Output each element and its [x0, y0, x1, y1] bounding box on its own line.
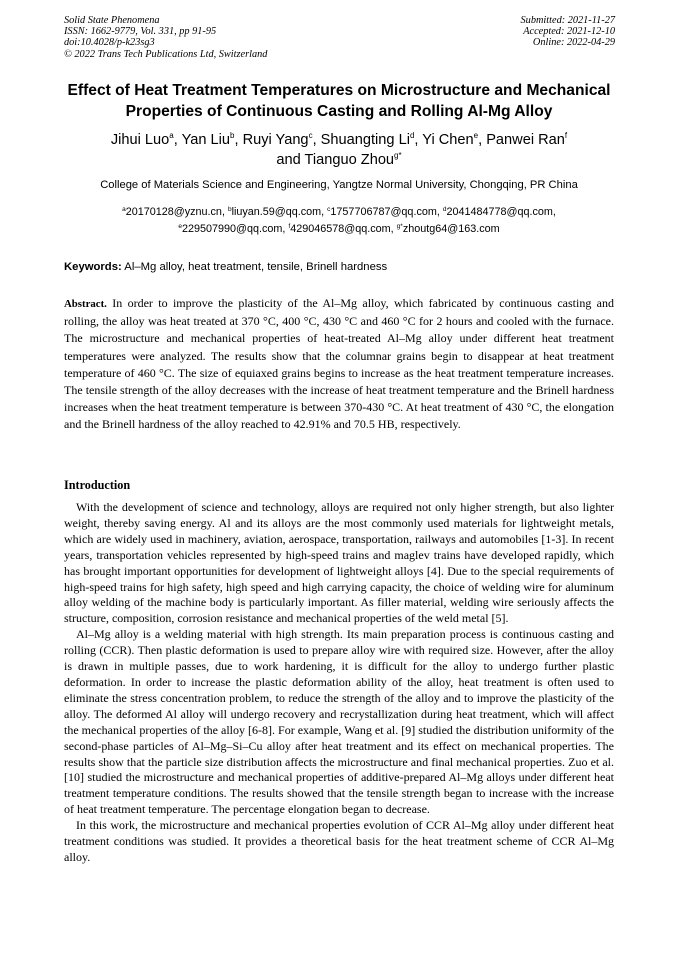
author-sup: f: [564, 131, 568, 140]
author-name: Shuangting Li: [320, 132, 410, 148]
email-sup: c: [327, 206, 331, 213]
affiliation: College of Materials Science and Engineering, Yangtze Normal University, Chongqing, PR China: [100, 179, 578, 191]
author-name: Tianguo Zhou: [304, 152, 395, 168]
keywords-text: Al–Mg alloy, heat treatment, tensile, Brinell hardness: [124, 261, 388, 273]
online-date: Online: 2022-04-29: [532, 37, 615, 49]
author-name: Jihui Luo: [110, 132, 170, 148]
journal-header-left: [64, 15, 267, 60]
email-address: 429046578@qq.com: [290, 222, 391, 235]
keywords: [64, 260, 616, 274]
email-sup: f: [288, 222, 291, 230]
submitted-date: Submitted: 2021-11-27: [520, 15, 615, 26]
email-sup: a: [122, 206, 126, 213]
author-name: Yan Liu: [181, 132, 230, 148]
author-name: Ruyi Yang: [242, 132, 309, 148]
email-address: 1757706787@qq.com: [330, 206, 437, 218]
author-sup: d: [409, 131, 415, 140]
author-sup: c: [308, 131, 313, 140]
author-sup: e: [473, 131, 479, 140]
intro-paragraph: Al–Mg alloy is a welding material with high strength. Its main preparation process is continuous casting and rolling (CCR). Then plastic deformation is used to prepare alloy wire with required size. However, after the alloy is drawn in multiple passes, due to work hardening, it is difficult for the alloy to undergo further plastic deformation. In order to increase the plastic deformation ability of the alloy, heat treatment is often used to eliminate the stress concentration problem, to reduce the strength of the alloy and to improve the plasticity of the alloy. The deformed Al alloy will undergo recovery and recrystallization during heat treatment, which will affect the mechanical properties of the alloy [6-8]. For example, Wang et al. [9] studied the distribution uniformity of the second-phase particles of Al–Mg–Si–Cu alloy after heat treatment and its effect on mechanical properties. The results show that the particle size distribution affects the microstructure and final mechanical properties. Zuo et al. [10] studied the microstructure and mechanical properties of additive-prepared Al–Mg alloys under different heat treatment temperature conditions. The results showed that the tensile strength began to increase with the increase of heat treatment temperature. The percentage elongation began to decrease.: [64, 627, 614, 817]
email-address: zhoutg64@163.com: [402, 222, 500, 235]
author-sup: a: [169, 131, 174, 140]
email-sup: b: [227, 206, 232, 213]
author-sup: g*: [394, 151, 402, 160]
introduction-body: [64, 500, 614, 866]
journal-header-right: [521, 15, 615, 49]
email-address: 20170128@yznu.cn: [125, 206, 222, 218]
email-address: liuyan.59@qq.com: [231, 206, 322, 218]
author-list: Jihui Luo$^a$, Yan Liu$^b$, Ruyi Yang$^c$, Shuangting Li$^d$, Yi Chen$^e$, Panwei Ran$^f$ and Tianguo Zhou$^{g*}$: [110, 131, 568, 168]
keywords-label: Keywords:: [64, 261, 122, 273]
author-connector: and: [276, 152, 301, 168]
introduction-heading: Introduction: [64, 478, 131, 492]
accepted-date: Accepted: 2021-12-10: [523, 26, 615, 38]
email-address: 229507990@qq.com: [182, 222, 283, 235]
email-sup: e: [178, 222, 182, 230]
email-list: $^a$20170128@yznu.cn, $^b$liuyan.59@qq.com, $^c$1757706787@qq.com, $^d$2041484778@qq.com, $^e$229507990@qq.com, $^f$429046578@qq.com, $^{g*}$zhoutg64@163.com: [122, 206, 556, 235]
paper-title: Effect of Heat Treatment Temperatures on Microstructure and Mechanical Properties of Continuous Casting and Rolling Al-Mg Alloy: [67, 82, 611, 120]
author-sup: b: [230, 131, 235, 140]
email-sup: d: [442, 206, 447, 213]
email-sup: g*: [396, 222, 403, 230]
intro-paragraph: In this work, the microstructure and mechanical properties evolution of CCR Al–Mg alloy under different heat treatment conditions was studied. It provides a theoretical basis for the heat treatment scheme of CCR Al–Mg alloy.: [64, 818, 614, 864]
author-name: Panwei Ran: [486, 132, 565, 148]
intro-paragraph: With the development of science and technology, alloys are required not only higher strength, but also lighter weight, thereby saving energy. Al and its alloys are the most commonly used materials for lightweight metals, which are widely used in machinery, aviation, aerospace, transportation, railways and automobiles [1-3]. In recent years, transportation vehicles represented by high-speed trains and maglev trains have developed rapidly, which has brought important opportunities for development of lightweight alloys [4]. Due to the special requirements of high-speed trains for high safety, high speed and high carrying capacity, the choice of welding wire for aluminum alloy welding of the machine body is particularly important. As filler material, welding wire seriously affects the structure, composition, corrosion resistance and mechanical properties of the weld metal [5].: [64, 500, 614, 626]
journal-issn: ISSN: 1662-9779, Vol. 331, pp 91-95: [64, 26, 217, 38]
journal-name: Solid State Phenomena: [64, 15, 160, 26]
abstract-label: Abstract.: [64, 298, 107, 310]
journal-copyright: © 2022 Trans Tech Publications Ltd, Switzerland: [64, 48, 268, 60]
email-address: 2041484778@qq.com: [446, 206, 553, 218]
journal-doi: doi:10.4028/p-k23sg3: [64, 37, 155, 49]
abstract: [64, 295, 614, 434]
author-name: Yi Chen: [422, 132, 474, 148]
abstract-text: In order to improve the plasticity of the Al–Mg alloy, which fabricated by continuous casting and rolling, the alloy was heat treated at 370 °C, 400 °C, 430 °C and 460 °C for 2 hours and cooled with the furnace. The microstructure and mechanical properties of heat-treated Al–Mg alloy under different heat treatment temperatures were analyzed. The results show that the columnar grains begin to disappear at heat treatment temperature of 460 °C. The size of equiaxed grains begins to increase as the heat treatment temperature increases. The tensile strength of the alloy decreases with the increase of heat treatment temperature and the Brinell hardness increases when the heat treatment temperature is between 370-430 °C. At heat treatment of 430 °C, the elongation and the Brinell hardness of the alloy reached to 42.91% and 70.5 HB, respectively.: [64, 296, 614, 432]
